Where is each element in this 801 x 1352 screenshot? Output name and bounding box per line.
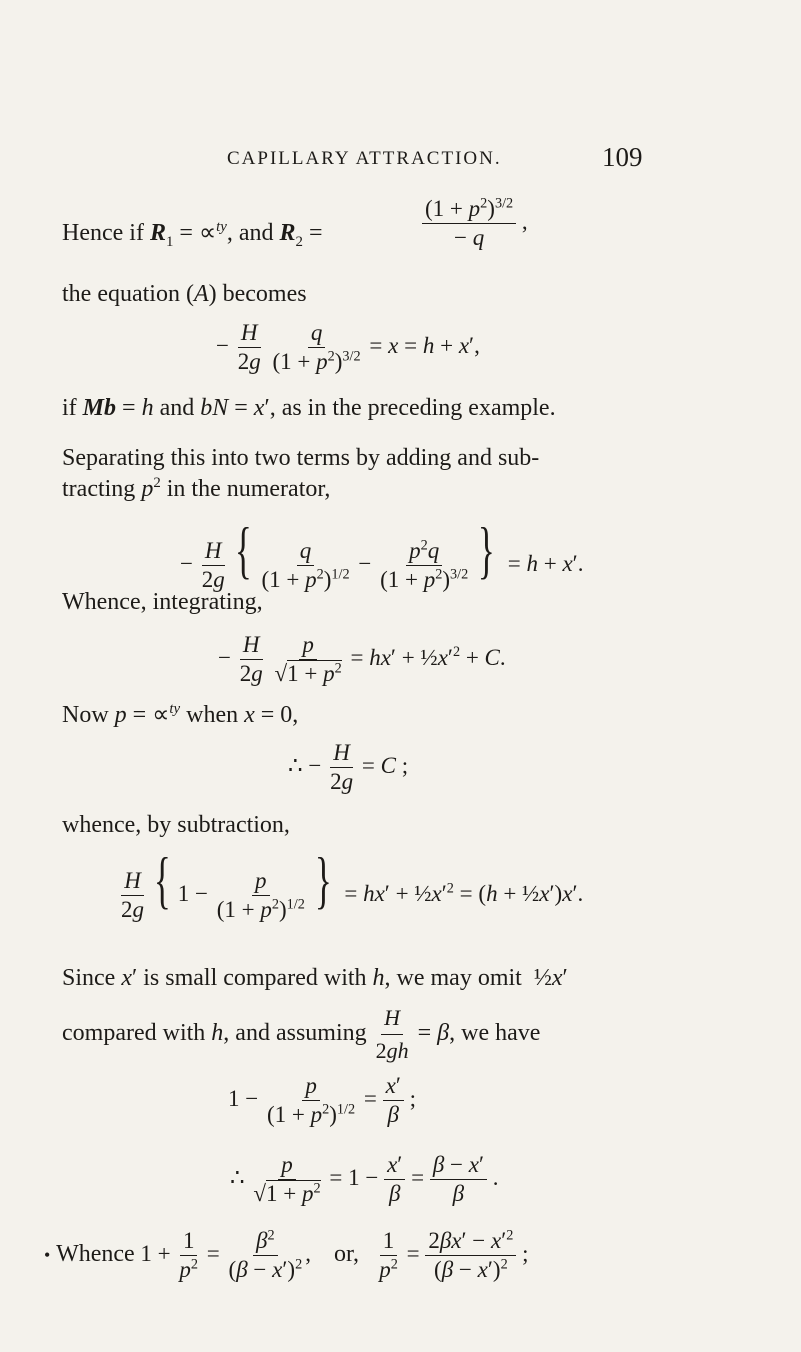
running-title: CAPILLARY ATTRACTION. <box>227 148 502 169</box>
equation-4: ∴ − $\frac{H}{2g}$ = C ; <box>288 740 409 794</box>
equation-8: • Whence 1 + $\frac{1}{p^2}$ = $\frac{\beta^2}{(\beta - x')^2}$ , or, $\frac{1}{p^2}$ = $\frac{2\beta x' - x'^2}{(\beta - x')^2}$ ; <box>44 1227 529 1282</box>
equation-6: 1 − $\frac{p}{(1 + p^2)^{1/2}}$ = $\frac{x'}{\beta}$ ; <box>228 1073 417 1127</box>
equation-7: ∴ $\frac{p}{√1 + p^2}$ = 1 − $\frac{x'}{\beta}$ = $\frac{\beta - x'}{\beta}$ . <box>230 1152 499 1206</box>
equation-r2-fraction: $\frac{(1 + p^2)^{3/2}}{- q}$ , <box>422 196 528 251</box>
text-line-compared: compared with h, and assuming $\frac{H}{2gh}$ = β, we have <box>62 1005 541 1063</box>
text-line-whence-integrating: Whence, integrating, <box>62 589 263 615</box>
text-line-hence: Hence if $R_1 = \propto^{ty}$, and $R_2$ = <box>62 219 323 250</box>
equation-2: − $\frac{H}{2g}$ { $\frac{q}{(1 + p^2)^{1/2}}$ − $\frac{p^2q}{(1 + p^2)^{3/2}}$ } = h + x′. <box>180 514 584 593</box>
text-line-now: Now p = ∝$^{ty}$ when x = 0, <box>62 701 299 728</box>
text-line-mb: if Mb = h and bN = x′, as in the preceding example. <box>62 395 556 421</box>
text-line-whence-subtraction: whence, by subtraction, <box>62 812 290 838</box>
text-line-separating: Separating this into two terms by adding and sub- <box>62 445 540 471</box>
equation-3: − $\frac{H}{2g}$ $\frac{p}{√1 + p^2}$ = $hx' + \frac{1}{2}x'^2 + C$. <box>218 632 506 686</box>
text-line-equation-becomes: the equation (A) becomes <box>62 281 307 307</box>
text-line-tracting: tracting $p^2$ in the numerator, <box>62 475 331 502</box>
page-number: 109 <box>602 142 643 172</box>
equation-1: − $\frac{H}{2g}$ $\frac{q}{(1 + p^2)^{3/2}}$ = x = h + x′, <box>216 320 480 374</box>
text-line-since: Since x′ is small compared with h, we may omit ½x′ <box>62 965 568 991</box>
equation-5: $\frac{H}{2g}$ { 1 − $\frac{p}{(1 + p^2)^{1/2}}$ } = $hx' + \frac{1}{2}x'^2 = (h$ + ½x′)x′. <box>121 844 584 923</box>
